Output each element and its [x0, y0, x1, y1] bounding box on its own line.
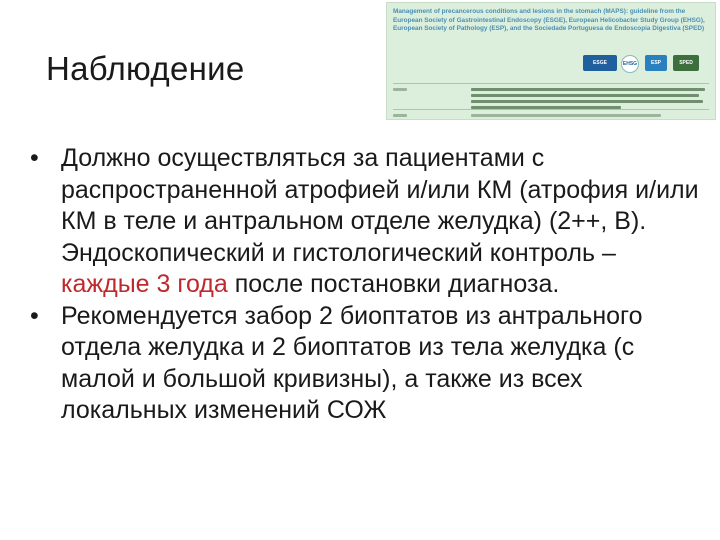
bullet-text: Рекомендуется забор 2 биоптатов из антрального отдела желудка и 2 биоптатов из тела желудка (с малой и большой кривизны), а также из всех локальных изменений СОЖ	[61, 301, 643, 424]
highlighted-interval: каждые 3 года	[61, 270, 228, 298]
paper-thumbnail	[386, 2, 716, 120]
authors-label-line	[393, 88, 407, 91]
paper-divider	[393, 83, 709, 84]
bullet-dot-icon: •	[30, 144, 39, 172]
esp-logo: ESP	[645, 55, 667, 71]
authors-line	[471, 100, 703, 103]
paper-title: Management of precancerous conditions and lesions in the stomach (MAPS): guideline from the European Society of Gastrointestinal Endoscopy (ESGE), European Helicobacter Study Group (EHSG), European Society of Pathology (ESP), and the Sociedade Portuguesa de Endoscopia Digestiva (SPED)	[393, 8, 705, 33]
bullet-text: после постановки диагноза.	[227, 270, 560, 298]
bullet-item	[30, 143, 710, 301]
institutions-label-line	[393, 114, 407, 117]
bullet-dot-icon: •	[30, 301, 39, 330]
authors-line	[471, 88, 705, 91]
bullet-text: Должно осуществляться за пациентами с распространенной атрофией и/или КМ (атрофия и/или КМ в теле и антральном отделе желудка) (2++, B). Эндоскопический и гистологический контроль –	[61, 144, 699, 267]
paper-divider	[393, 109, 709, 110]
authors-line	[471, 94, 699, 97]
esge-logo: ESGE	[583, 55, 617, 71]
bullet-list	[30, 143, 710, 427]
bullet-item	[30, 301, 710, 427]
ehsg-logo: EHSG	[621, 55, 639, 73]
institutions-line	[471, 114, 661, 117]
slide-title: Наблюдение	[46, 50, 245, 87]
sped-logo: SPED	[673, 55, 699, 71]
